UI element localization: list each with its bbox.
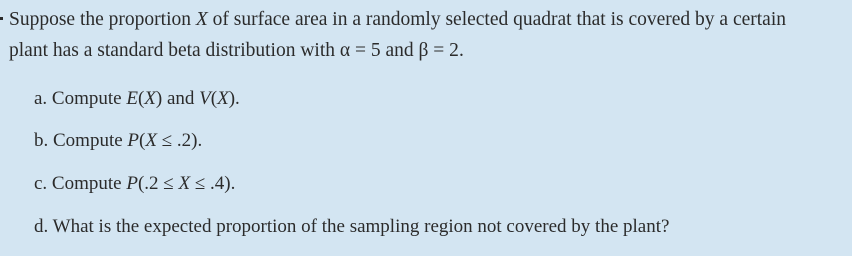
intro-text: plant has a standard beta distribution with — [9, 40, 340, 61]
question-parts — [34, 86, 844, 256]
intro-line-1 — [9, 4, 844, 35]
part-c: c. Compute P(.2 ≤ X ≤ .4). — [34, 173, 236, 194]
intro-text: and — [380, 40, 419, 61]
part-d: d. What is the expected proportion of the sampling region not covered by the plant? — [34, 216, 670, 237]
part-a: a. Compute E(X) and V(X). — [34, 88, 240, 109]
problem-statement — [9, 4, 844, 66]
variable-x: X — [195, 9, 208, 30]
intro-line-2 — [9, 35, 844, 66]
intro-text: . — [458, 40, 464, 61]
intro-text: of surface area in a randomly selected quadrat that is covered by a certain — [207, 9, 787, 30]
part-b: b. Compute P(X ≤ .2). — [34, 130, 203, 151]
edge-mark — [0, 17, 3, 20]
alpha-expression: α = 5 — [339, 40, 381, 61]
beta-expression: β = 2 — [418, 40, 459, 61]
intro-text: Suppose the proportion — [9, 9, 196, 30]
